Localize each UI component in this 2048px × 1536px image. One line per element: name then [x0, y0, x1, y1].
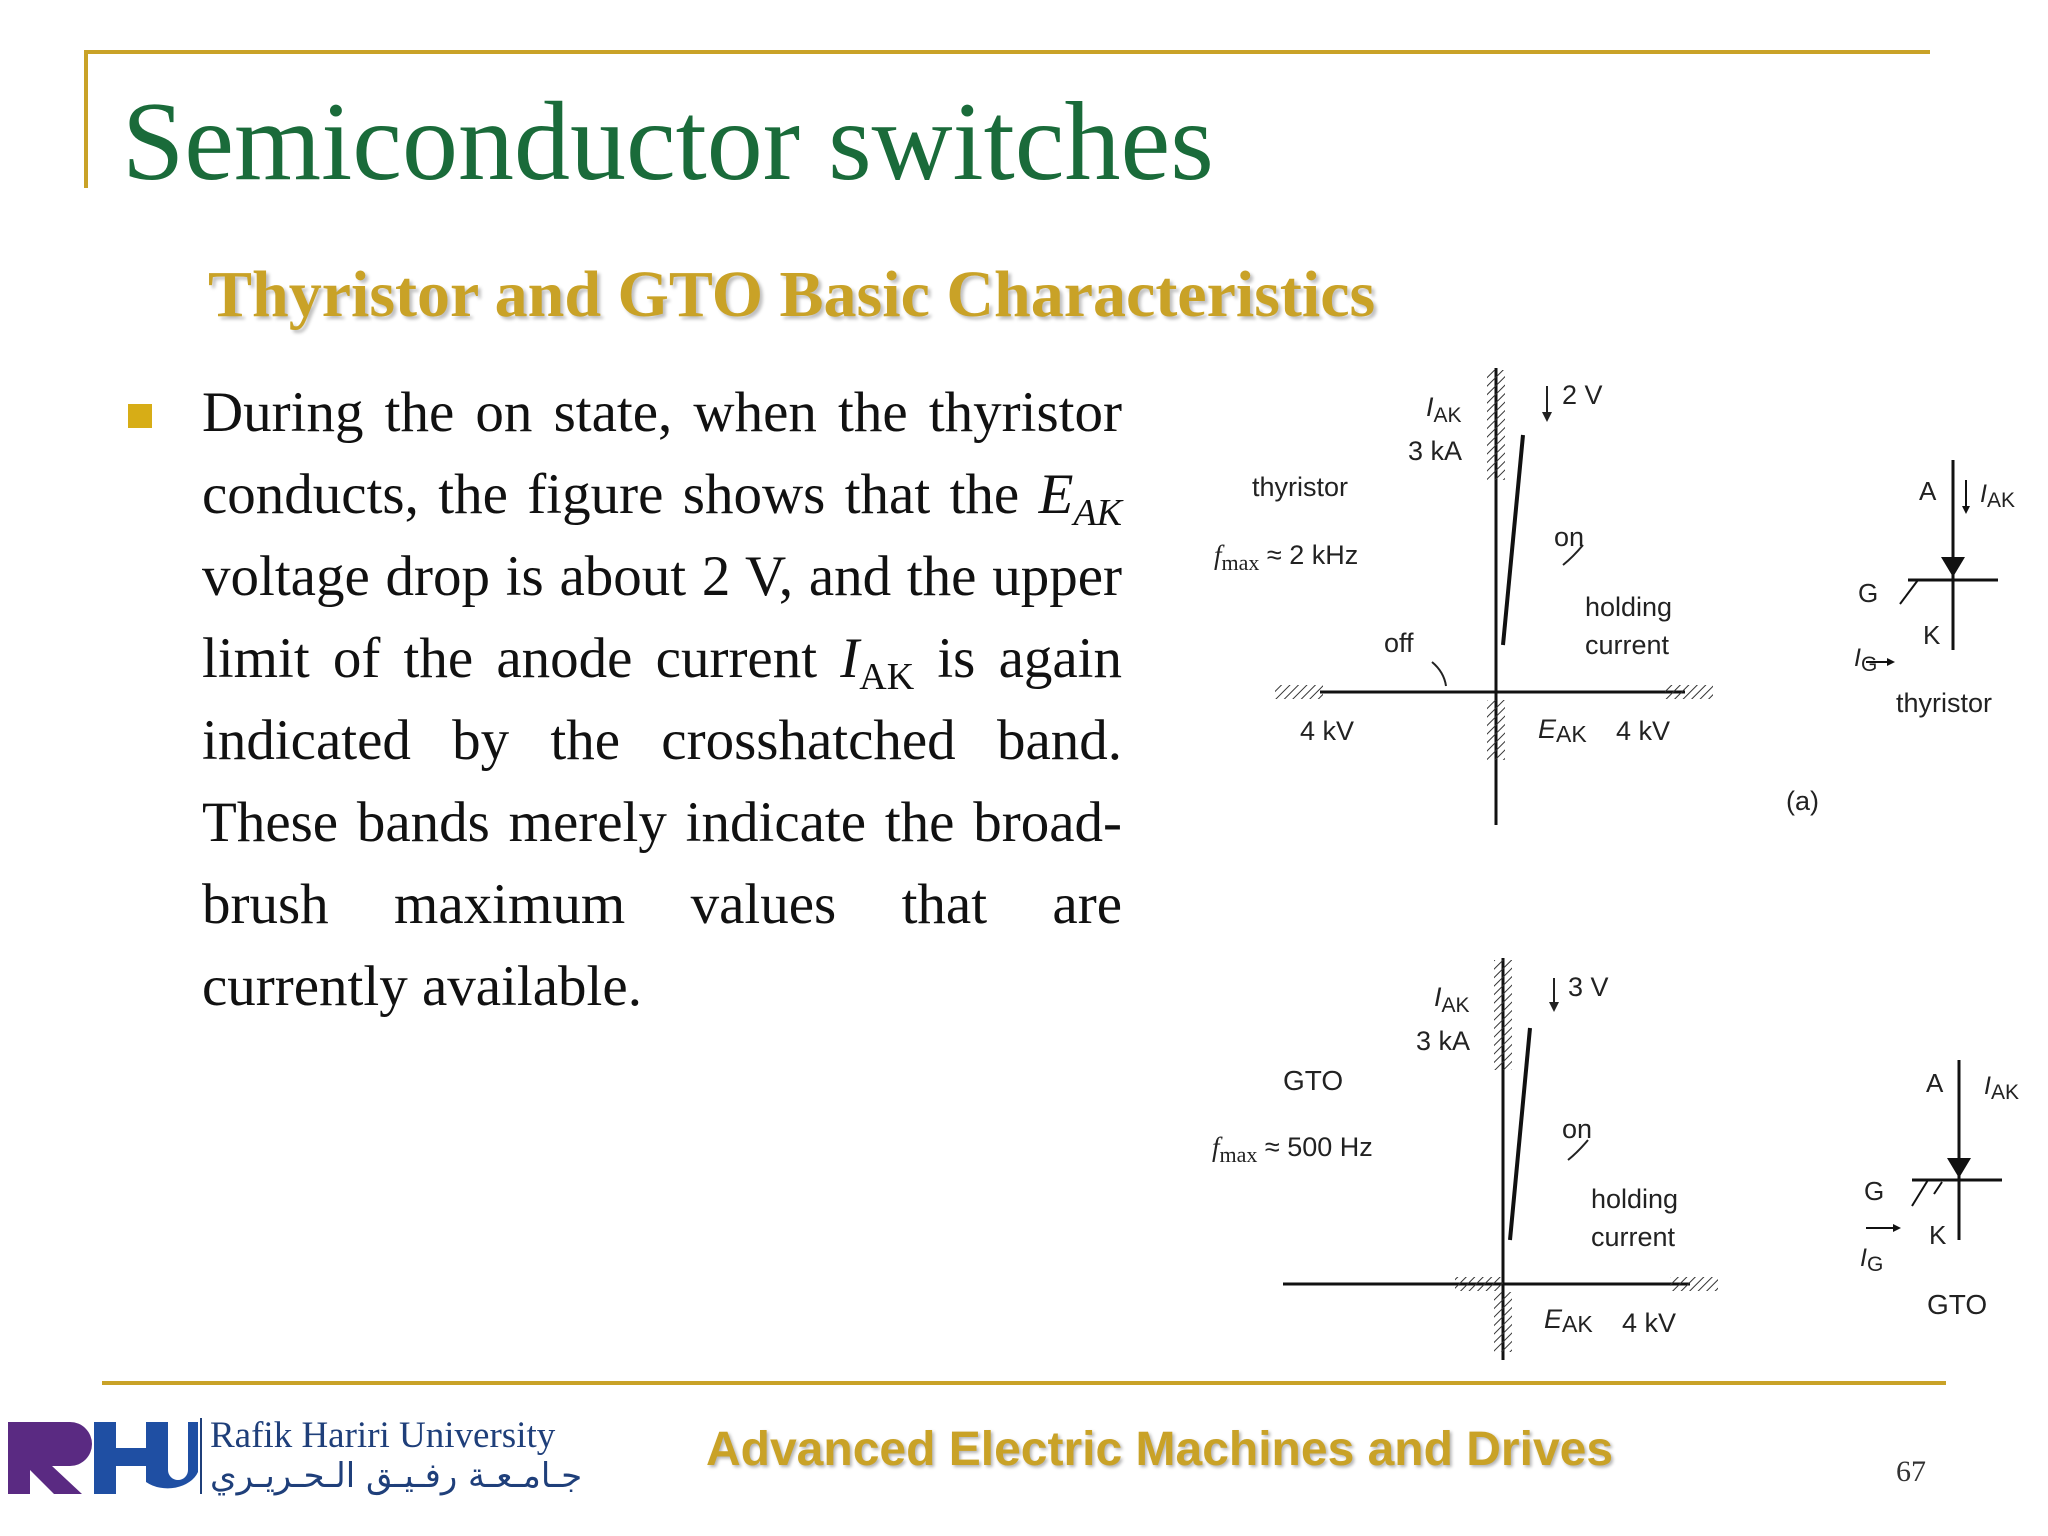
holding-label-2: current — [1591, 1222, 1676, 1252]
eak-axis-label: EAK — [1538, 714, 1587, 747]
pos-voltage-label: 4 kV — [1616, 716, 1671, 746]
top-rule — [84, 50, 1930, 54]
iak-axis-label: $I_{AK}$ — [1426, 392, 1462, 427]
para-text-2: voltage drop is about 2 V, and the upper limit of the anode current — [202, 545, 1122, 690]
para-text-1: During the on state, when the thyristor conducts, the figure shows that the — [202, 381, 1122, 526]
neg-voltage-band — [1455, 1277, 1503, 1291]
rhu-logo-icon — [8, 1418, 198, 1498]
on-state-line — [1503, 435, 1523, 645]
on-label: on — [1554, 522, 1585, 552]
symbol-gate-lead — [1912, 1180, 1928, 1206]
device-label: GTO — [1283, 1065, 1344, 1096]
iak-symbol: I — [840, 627, 860, 690]
gto-characteristic-figure — [1190, 950, 2048, 1370]
symbol-anode-label: A — [1919, 476, 1937, 506]
university-name-en: Rafik Hariri University — [210, 1415, 556, 1456]
symbol-anode-label: A — [1926, 1068, 1944, 1098]
fmax-label: $f_{max} \approx 500$ Hz — [1212, 1132, 1373, 1167]
pos-voltage-band — [1670, 1277, 1718, 1291]
current-limit-band — [1494, 960, 1512, 1070]
university-name-ar: جـامـعـة رفـيـق الـحـريـري — [210, 1456, 583, 1496]
symbol-ig-label: $I_G$ — [1860, 1244, 1884, 1276]
iak-axis-label: $I_{AK}$ — [1434, 982, 1470, 1017]
fmax-label: $f_{max} \approx 2$ kHz — [1214, 540, 1359, 575]
current-limit-band — [1487, 370, 1505, 480]
on-label: on — [1562, 1114, 1593, 1144]
bullet-square-icon — [128, 404, 152, 428]
holding-label-1: holding — [1585, 592, 1673, 622]
iak-subscript: AK — [859, 656, 915, 698]
eak-symbol: E — [1038, 463, 1074, 526]
symbol-iak-arrow-head — [1962, 506, 1970, 514]
symbol-iak-label: $I_{AK}$ — [1980, 480, 2015, 512]
bullet-paragraph — [202, 372, 1122, 1028]
voltage-arrow-head — [1542, 412, 1552, 422]
eak-axis-label: EAK — [1544, 1304, 1593, 1337]
device-label: thyristor — [1252, 472, 1349, 502]
symbol-gate-lead — [1900, 580, 1918, 604]
symbol-ig-arrow-head — [1887, 658, 1895, 666]
pos-voltage-label: 4 kV — [1622, 1308, 1677, 1338]
neg-voltage-label: 4 kV — [1300, 716, 1355, 746]
symbol-diode-triangle — [1947, 1158, 1971, 1178]
symbol-gate-turnoff-bar — [1934, 1182, 1942, 1194]
symbol-caption: thyristor — [1896, 688, 1993, 718]
on-voltage-label: 3 V — [1568, 972, 1609, 1002]
slide-title: Semiconductor switches — [122, 80, 1214, 204]
pos-voltage-band — [1665, 685, 1713, 699]
current-limit-band-lower — [1487, 700, 1505, 760]
symbol-iak-label: $I_{AK}$ — [1984, 1072, 2019, 1104]
holding-label-1: holding — [1591, 1184, 1679, 1214]
current-limit-band-lower — [1494, 1292, 1512, 1352]
off-label: off — [1384, 628, 1414, 658]
symbol-cathode-label: K — [1929, 1220, 1947, 1250]
symbol-gate-label: G — [1864, 1176, 1885, 1206]
panel-label: (a) — [1786, 786, 1819, 816]
current-limit-label: 3 kA — [1408, 436, 1463, 466]
thyristor-characteristic-figure — [1190, 360, 2048, 840]
course-title: Advanced Electric Machines and Drives — [706, 1423, 1614, 1476]
off-pointer-arrow — [1432, 662, 1446, 686]
slide-subtitle: Thyristor and GTO Basic Characteristics — [208, 258, 1376, 331]
symbol-gate-label: G — [1858, 578, 1879, 608]
left-rule — [84, 50, 88, 188]
symbol-cathode-label: K — [1923, 620, 1941, 650]
current-limit-label: 3 kA — [1416, 1026, 1471, 1056]
symbol-ig-label: $I_G$ — [1854, 644, 1878, 676]
on-voltage-label: 2 V — [1562, 380, 1603, 410]
voltage-arrow-head — [1549, 1002, 1559, 1012]
on-state-line — [1510, 1028, 1530, 1240]
eak-subscript: AK — [1073, 492, 1122, 534]
neg-voltage-band — [1275, 685, 1323, 699]
para-text-3: is again indicated by the crosshatched band. These bands merely indicate the broad-brush maximum values that are currently available. — [202, 627, 1122, 1018]
holding-label-2: current — [1585, 630, 1670, 660]
logo-divider — [200, 1418, 202, 1494]
page-number: 67 — [1896, 1455, 1926, 1488]
symbol-ig-arrow-head — [1893, 1224, 1901, 1232]
footer-rule — [102, 1381, 1946, 1385]
symbol-caption: GTO — [1927, 1289, 1988, 1320]
